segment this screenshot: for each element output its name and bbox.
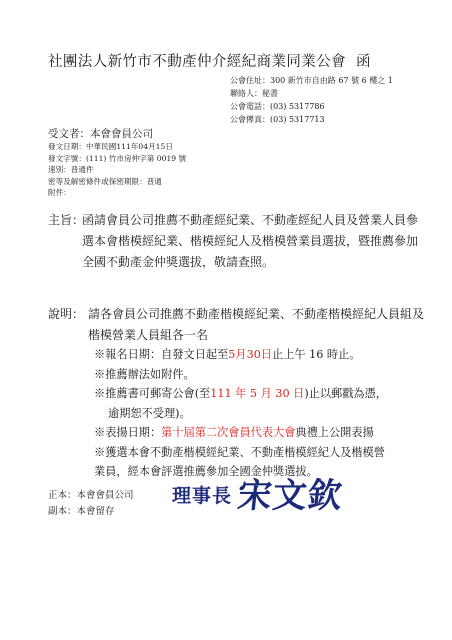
- subject-label: 主旨：: [48, 213, 85, 227]
- item-text: ※推薦書可郵寄公會(至: [94, 387, 211, 400]
- list-item: ※推薦辦法如附件。: [94, 367, 195, 381]
- item-text: ※報名日期：自發文日起至: [94, 348, 229, 361]
- list-item-continuation: 逾期恕不受理)。: [108, 406, 191, 420]
- subject-text: 函請會員公司推薦不動產經紀業、不動產經紀人員及營業人員參選本會楷模經紀業、楷模經紀人及楷模營業員選拔，暨推薦參加全國不動產金仲獎選拔，敬請查照。: [82, 213, 419, 269]
- contact-address: 公會住址：300 新竹市自由路 67 號 6 樓之 1: [230, 76, 393, 85]
- ceremony-highlight: 第十屆第二次會員代表大會: [161, 426, 296, 439]
- copy-recipient: 副本：本會留存: [48, 505, 115, 517]
- deadline-highlight: 5月30日: [228, 348, 272, 361]
- list-item: [94, 423, 394, 443]
- header-fields: [48, 141, 186, 199]
- description-label: 說明：: [48, 307, 85, 321]
- attachment: 附件：: [48, 188, 71, 197]
- issue-number: 發文字號：(111) 竹市房仲字第 0019 號: [48, 153, 187, 163]
- list-item: [94, 345, 394, 365]
- org-name: 社團法人新竹市不動產仲介經紀商業同業公會: [48, 54, 346, 70]
- list-item: ※獲選本會不動產楷模經紀業、不動產楷模經紀人及楷模營業員，經本會評選推薦參加全國金仲獎選拔。: [94, 445, 385, 478]
- contact-person: 聯絡人：秘書: [230, 89, 278, 98]
- contact-fax: 公會傳真：(03) 5317713: [230, 115, 325, 124]
- signature-title: 理事長: [172, 485, 233, 507]
- item-text: )止以郵戳為憑，: [304, 387, 387, 400]
- distribution: [48, 488, 134, 519]
- confidentiality: 密等及解密條件或保密期限：普通: [48, 176, 162, 186]
- issue-date: 發文日期：中華民國111年04月15日: [48, 142, 173, 151]
- contact-block: [230, 74, 393, 126]
- recipient: 受文者：本會會員公司: [48, 128, 153, 140]
- priority: 速別：普通件: [48, 165, 94, 174]
- signature-name: 宋文欽: [235, 476, 345, 516]
- contact-phone: 公會電話：(03) 5317786: [230, 102, 325, 111]
- item-text: ※表揚日期：: [94, 426, 162, 439]
- list-item: [94, 384, 394, 404]
- document-title: [48, 50, 371, 71]
- doc-type: 函: [356, 54, 371, 70]
- notes-list: [94, 345, 394, 482]
- item-text: 止上午 16 時止。: [272, 348, 361, 361]
- description-text: 請各會員公司推薦不動產楷模經紀業、不動產楷模經紀人員組及楷模營業人員組各一名: [88, 307, 425, 342]
- item-text: 典禮上公開表揚: [295, 426, 374, 439]
- postmark-deadline: 111 年 5 月 30 日: [210, 387, 305, 400]
- original-recipient: 正本：本會會員公司: [48, 490, 134, 501]
